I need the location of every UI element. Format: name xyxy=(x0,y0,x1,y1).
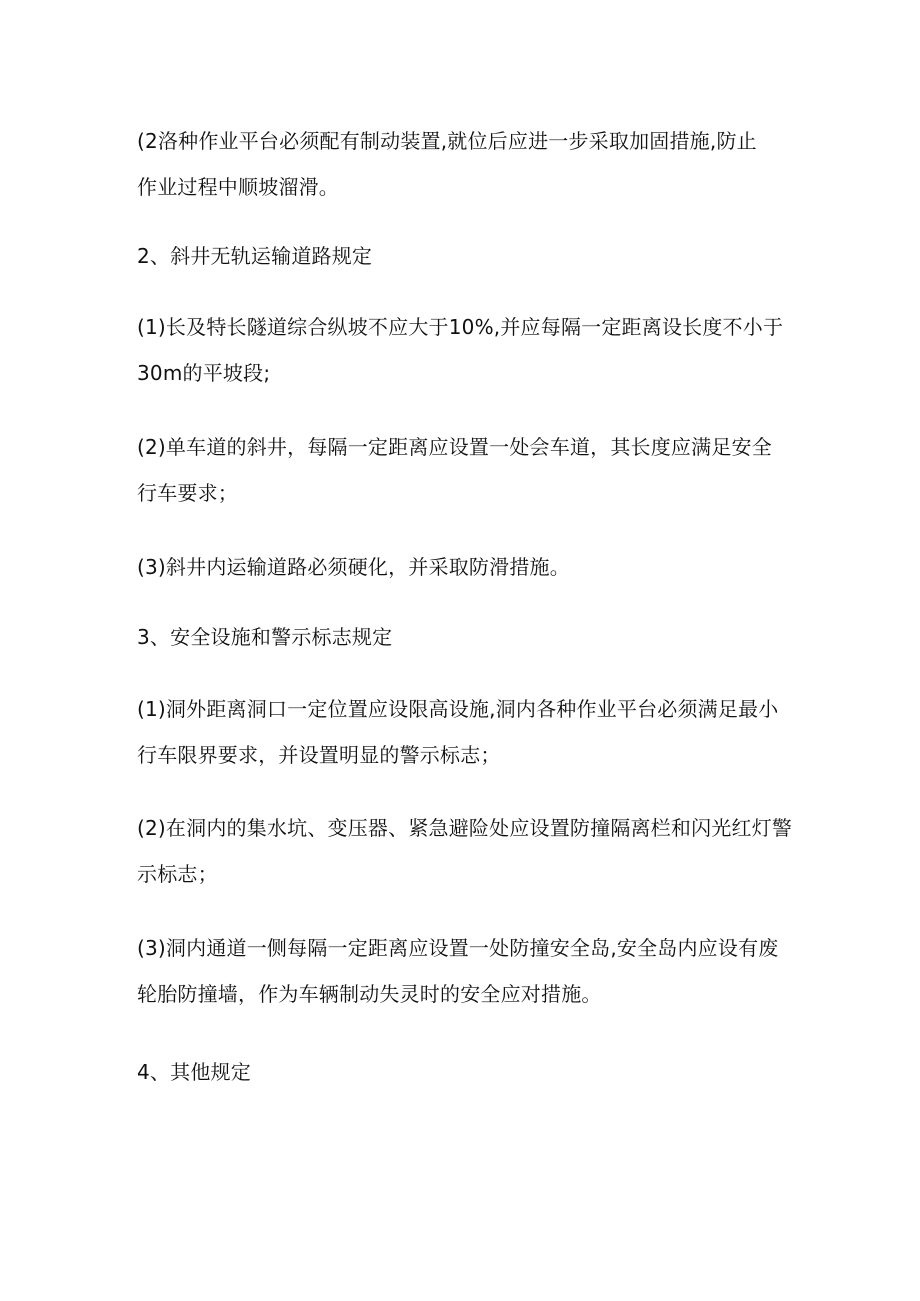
text-line: (1)长及特长隧道综合纵坡不应大于10%,并应每隔一定距离设长度不小于 xyxy=(137,315,784,339)
paragraph-3-2 xyxy=(137,805,793,897)
heading-text: 2、斜井无轨运输道路规定 xyxy=(137,244,373,268)
heading-text: 3、安全设施和警示标志规定 xyxy=(137,625,393,649)
text-line: 作业过程中顺坡溜滑。 xyxy=(137,175,339,199)
heading-text: 4、其他规定 xyxy=(137,1060,251,1084)
paragraph-3-3 xyxy=(137,925,787,1017)
text-line: 行车限界要求，并设置明显的警示标志； xyxy=(137,743,501,767)
text-line: 示标志； xyxy=(137,862,218,886)
text-line: (3)斜井内运输道路必须硬化，并采取防滑措施。 xyxy=(137,555,570,579)
text-line: 轮胎防撞墙，作为车辆制动失灵时的安全应对措施。 xyxy=(137,982,602,1006)
paragraph-platform-brake xyxy=(137,118,787,210)
paragraph-2-3 xyxy=(137,544,787,590)
text-line: (3)洞内通道一侧每隔一定距离应设置一处防撞安全岛,安全岛内应设有废 xyxy=(137,936,779,960)
text-line: 行车要求； xyxy=(137,481,238,505)
text-line: (2)单车道的斜井，每隔一定距离应设置一处会车道，其长度应满足安全 xyxy=(137,435,772,459)
paragraph-2-1 xyxy=(137,304,787,396)
paragraph-2-2 xyxy=(137,424,787,516)
text-line: (2)在洞内的集水坑、变压器、紧急避险处应设置防撞隔离栏和闪光红灯警 xyxy=(137,816,793,840)
section-heading-3 xyxy=(137,614,787,660)
text-line: 30m的平坡段; xyxy=(137,361,271,385)
section-heading-4 xyxy=(137,1049,787,1095)
section-heading-2 xyxy=(137,233,787,279)
paragraph-3-1 xyxy=(137,686,787,778)
text-line: (1)洞外距离洞口一定位置应设限高设施,洞内各种作业平台必须满足最小 xyxy=(137,697,779,721)
text-line: (2洛种作业平台必须配有制动装置,就位后应进一步采取加固措施,防止 xyxy=(137,129,757,153)
